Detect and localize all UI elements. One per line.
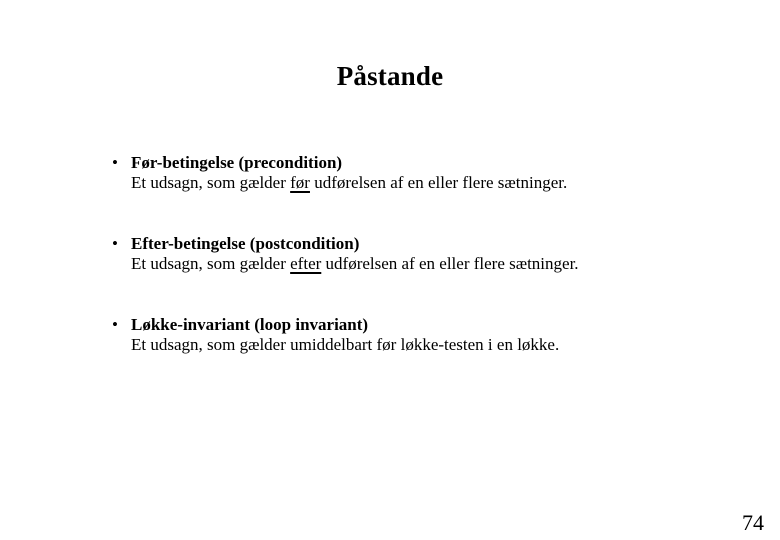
page-number: 74 — [742, 510, 764, 535]
bullet-dot-icon: • — [112, 153, 118, 172]
bullet-dot-icon: • — [112, 234, 118, 253]
desc-text: Et udsagn, som gælder — [131, 254, 291, 273]
bullet-description — [131, 173, 567, 193]
desc-emphasis: før — [290, 173, 310, 192]
desc-text: udførelsen af en eller flere sætninger. — [309, 173, 568, 192]
bullet-description — [131, 254, 579, 274]
bullet-heading: Før-betingelse (precondition) — [131, 153, 343, 172]
bullet-description: Et udsagn, som gælder umiddelbart før løkke-testen i en løkke. — [131, 335, 560, 354]
bullet-heading: Efter-betingelse (postcondition) — [131, 234, 360, 253]
bullet-dot-icon: • — [112, 315, 118, 334]
bullet-heading: Løkke-invariant (loop invariant) — [131, 315, 369, 334]
desc-text: udførelsen af en eller flere sætninger. — [321, 254, 579, 273]
slide-title: Påstande — [336, 61, 444, 91]
desc-emphasis: efter — [290, 254, 322, 273]
desc-text: Et udsagn, som gælder — [131, 173, 291, 192]
